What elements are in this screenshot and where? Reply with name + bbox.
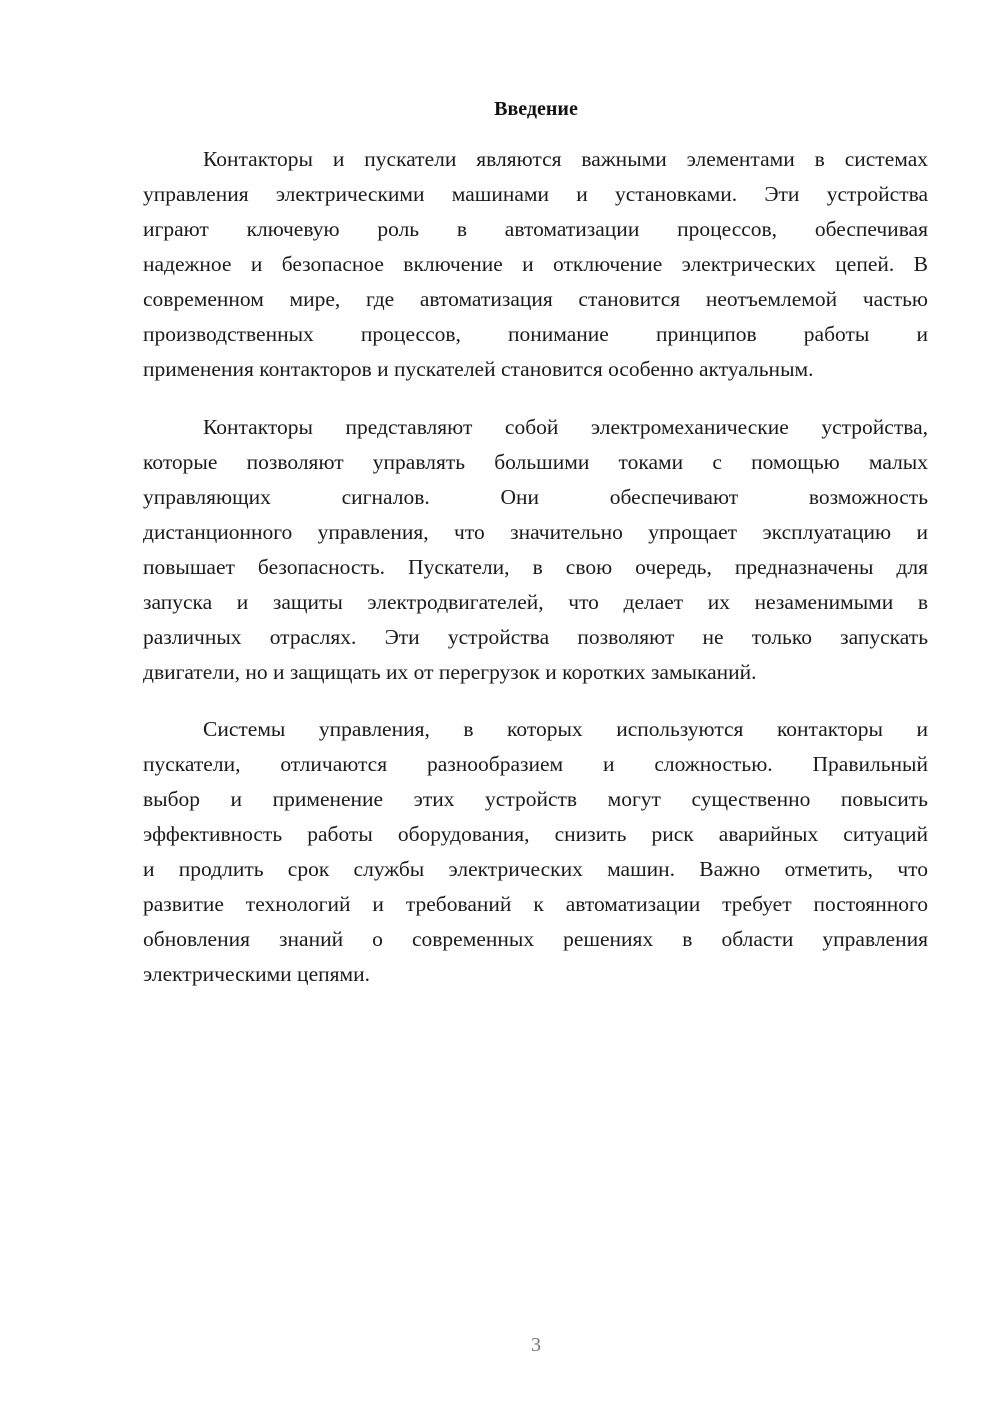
text-line: двигатели, но и защищать их от перегрузок и коротких замыканий.: [143, 660, 757, 684]
text-line: обновления знаний о современных решениях в области управления: [143, 927, 928, 951]
text-line: запуска и защиты электродвигателей, что делает их незаменимыми в: [143, 590, 928, 614]
section-heading: Введение: [494, 98, 578, 120]
paragraph-1: [143, 142, 928, 387]
text-line: Системы управления, в которых используются контакторы и: [203, 717, 928, 741]
text-line: выбор и применение этих устройств могут существенно повысить: [143, 787, 928, 811]
text-line: развитие технологий и требований к автоматизации требует постоянного: [143, 892, 928, 916]
text-line: и продлить срок службы электрических машин. Важно отметить, что: [143, 857, 928, 881]
text-line: которые позволяют управлять большими токами с помощью малых: [143, 450, 928, 474]
text-line: повышает безопасность. Пускатели, в свою очередь, предназначены для: [143, 555, 928, 579]
text-line: электрическими цепями.: [143, 962, 370, 986]
text-line: дистанционного управления, что значительно упрощает эксплуатацию и: [143, 520, 928, 544]
text-line: производственных процессов, понимание принципов работы и: [143, 322, 928, 346]
text-line: пускатели, отличаются разнообразием и сложностью. Правильный: [143, 752, 928, 776]
page-number: 3: [531, 1334, 541, 1356]
text-line: применения контакторов и пускателей становится особенно актуальным.: [143, 357, 814, 381]
text-line: управляющих сигналов. Они обеспечивают возможность: [143, 485, 928, 509]
paragraph-2: [143, 410, 928, 690]
paragraph-3: [143, 712, 928, 992]
text-line: играют ключевую роль в автоматизации процессов, обеспечивая: [143, 217, 928, 241]
text-line: управления электрическими машинами и установками. Эти устройства: [143, 182, 928, 206]
text-line: эффективность работы оборудования, снизить риск аварийных ситуаций: [143, 822, 928, 846]
text-line: различных отраслях. Эти устройства позволяют не только запускать: [143, 625, 928, 649]
text-line: надежное и безопасное включение и отключение электрических цепей. В: [143, 252, 928, 276]
text-line: современном мире, где автоматизация становится неотъемлемой частью: [143, 287, 928, 311]
text-line: Контакторы и пускатели являются важными элементами в системах: [203, 147, 928, 171]
text-line: Контакторы представляют собой электромеханические устройства,: [203, 415, 928, 439]
